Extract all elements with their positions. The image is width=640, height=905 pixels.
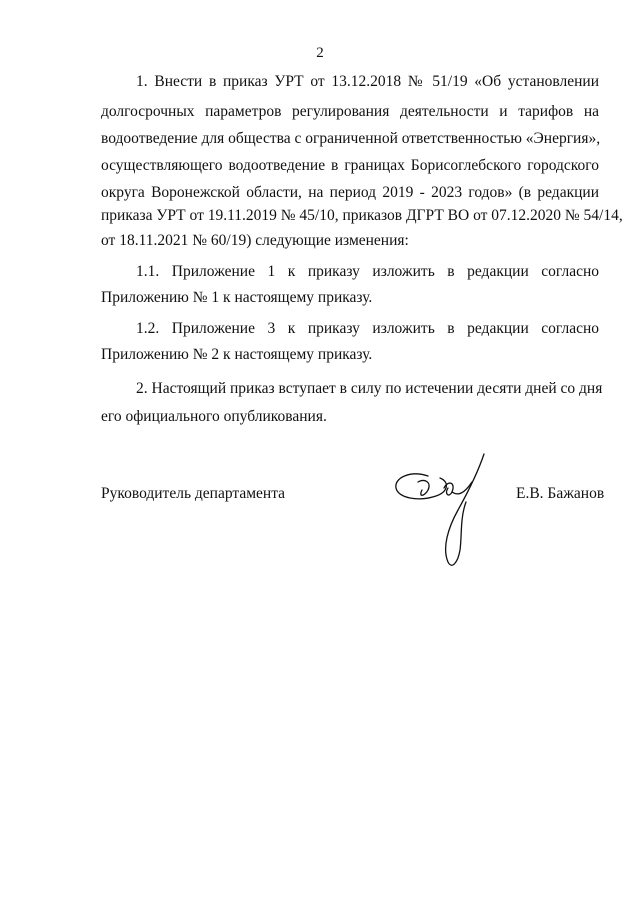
handwritten-signature-icon (388, 452, 498, 570)
paragraph-1-1-line-2: Приложению № 1 к настоящему приказу. (101, 289, 373, 306)
signatory-name: Е.В. Бажанов (516, 485, 605, 502)
paragraph-2-line-1: 2. Настоящий приказ вступает в силу по истечении десяти дней со дня (136, 380, 603, 397)
signatory-title: Руководитель департамента (101, 485, 286, 502)
paragraph-1-line-1: 1. Внести в приказ УРТ от 13.12.2018 № 51/19 «Об установлении (136, 73, 599, 90)
paragraph-1-line-5: округа Воронежской области, на период 2019 - 2023 годов» (в редакции (101, 184, 599, 201)
paragraph-1-1-line-1: 1.1. Приложение 1 к приказу изложить в редакции согласно (136, 263, 599, 280)
paragraph-1-2-line-2: Приложению № 2 к настоящему приказу. (101, 346, 373, 363)
paragraph-1-2-line-1: 1.2. Приложение 3 к приказу изложить в редакции согласно (136, 320, 599, 337)
paragraph-2-line-2: его официального опубликования. (101, 408, 327, 425)
page-number: 2 (316, 45, 324, 61)
paragraph-1-line-6: приказа УРТ от 19.11.2019 № 45/10, приказов ДГРТ ВО от 07.12.2020 № 54/14, (101, 207, 623, 224)
paragraph-1-line-7: от 18.11.2021 № 60/19) следующие изменения: (101, 232, 409, 249)
paragraph-1-line-2: долгосрочных параметров регулирования деятельности и тарифов на (101, 103, 599, 120)
paragraph-1-line-3: водоотведение для общества с ограниченной ответственностью «Энергия», (101, 130, 601, 147)
paragraph-1-line-4: осуществляющего водоотведение в границах Борисоглебского городского (101, 157, 599, 174)
